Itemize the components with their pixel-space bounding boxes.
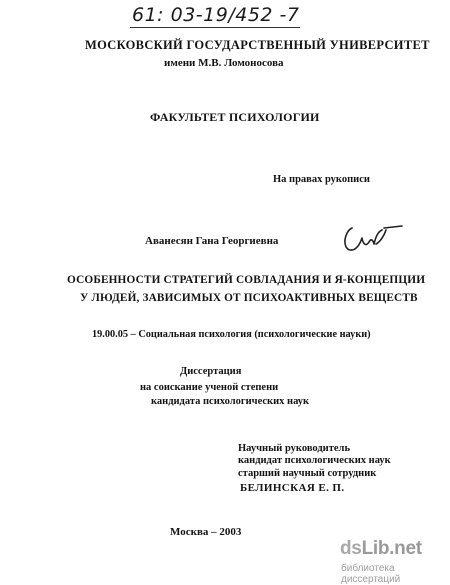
supervisor-name: БЕЛИНСКАЯ Е. П. [240, 482, 345, 494]
dslib-caption: библиотека диссертаций [341, 563, 401, 585]
archive-number-underline [130, 27, 300, 28]
dslib-watermark [340, 538, 444, 585]
supervisor-degree: кандидат психологических наук [238, 455, 391, 466]
author-signature [338, 222, 404, 256]
dslib-logo-prefix: ds [340, 538, 362, 559]
author-name: Аванесян Гана Георгиевна [145, 235, 279, 247]
specialty-code: 19.00.05 – Социальная психология (психологические науки) [92, 329, 371, 340]
supervisor-rank: старший научный сотрудник [238, 468, 377, 479]
dissertation-label: Диссертация [180, 366, 242, 377]
place-and-year: Москва – 2003 [170, 526, 242, 538]
faculty-name: ФАКУЛЬТЕТ ПСИХОЛОГИИ [150, 110, 320, 124]
archive-number: 61: 03-19/452 -7 [132, 4, 300, 26]
university-name: МОСКОВСКИЙ ГОСУДАРСТВЕННЫЙ УНИВЕРСИТЕТ [85, 38, 430, 52]
supervisor-role: Научный руководитель [238, 443, 350, 454]
university-named-after: имени М.В. Ломоносова [164, 57, 284, 69]
dissertation-title-line1: ОСОБЕННОСТИ СТРАТЕГИЙ СОВЛАДАНИЯ И Я-КОНЦЕПЦИИ [67, 274, 426, 286]
degree-sought-line2: кандидата психологических наук [151, 396, 310, 407]
rights-note: На правах рукописи [273, 174, 370, 185]
degree-sought-line1: на соискание ученой степени [140, 382, 279, 393]
dslib-logo-suffix: Lib.net [361, 538, 422, 559]
dissertation-title-line2: У ЛЮДЕЙ, ЗАВИСИМЫХ ОТ ПСИХОАКТИВНЫХ ВЕЩЕСТВ [80, 292, 418, 304]
dslib-logo [340, 538, 422, 560]
